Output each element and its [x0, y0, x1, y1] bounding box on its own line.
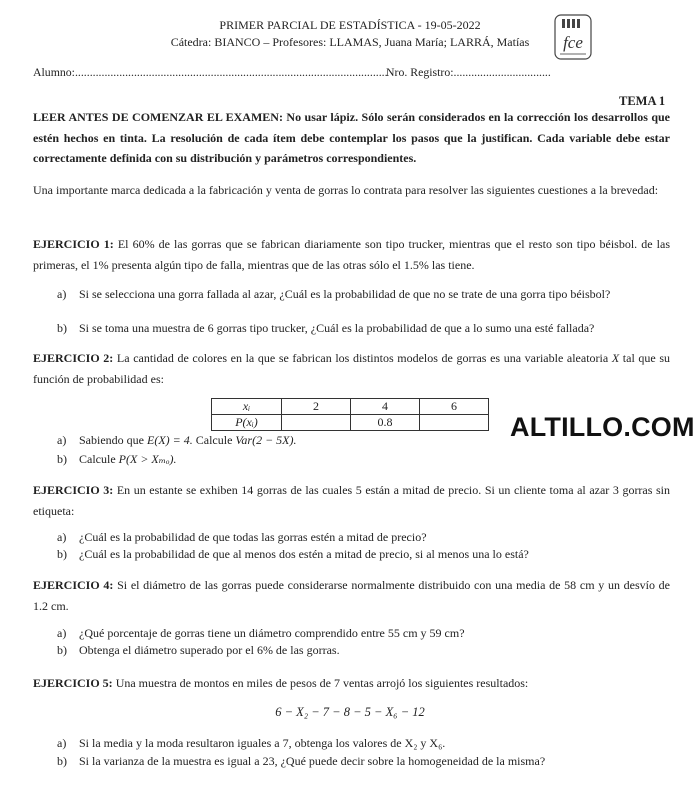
list-item: a) Sabiendo que E(X) = 4. Calcule Var(2 − 5X).: [57, 433, 669, 449]
alumno-label: Alumno:: [33, 65, 75, 79]
instructions-heading: LEER ANTES DE COMENZAR EL EXAMEN:: [33, 110, 283, 124]
svg-text:fce: fce: [563, 33, 583, 52]
watermark: ALTILLO.COM: [510, 412, 695, 442]
table-cell: 4: [351, 399, 420, 415]
exam-subtitle: Cátedra: BIANCO – Profesores: LLAMAS, Juana María; LARRÁ, Matías: [170, 35, 530, 49]
exercise-5: [33, 673, 670, 694]
table-cell: [420, 415, 489, 431]
list-item: a) ¿Cuál es la probabilidad de que todas las gorras estén a mitad de precio?: [57, 530, 669, 546]
probability-table: [211, 398, 489, 431]
list-item: a) Si se selecciona una gorra fallada al azar, ¿Cuál es la probabilidad de que no se trate de una gorra tipo béisbol?: [57, 287, 669, 303]
instructions-text: No usar lápiz. Sólo serán considerados en la corrección los desarrollos que estén hechos en tinta. La resolución de cada ítem debe contemplar los pasos que la justifican. Cada variable debe estar correctamente definida con su distribución y parámetros correspondientes.: [33, 110, 670, 165]
table-cell: xᵢ: [212, 399, 282, 415]
exercise-3-label: EJERCICIO 3:: [33, 483, 114, 497]
exercise-1-b: Si se toma una muestra de 6 gorras tipo trucker, ¿Cuál es la probabilidad de que a lo sumo una esté fallada?: [79, 321, 595, 335]
exercise-3-a: ¿Cuál es la probabilidad de que todas las gorras estén a mitad de precio?: [79, 530, 427, 544]
list-item: b) ¿Cuál es la probabilidad de que al menos dos estén a mitad de precio, si al menos una lo está?: [57, 547, 669, 563]
exercise-5-text: Una muestra de montos en miles de pesos de 7 ventas arrojó los siguientes resultados:: [115, 676, 529, 690]
exercise-5-b: Si la varianza de la muestra es igual a 23, ¿Qué puede decir sobre la homogeneidad de la misma?: [79, 754, 546, 768]
registro-field: [386, 65, 551, 80]
list-item: b) Obtenga el diámetro superado por el 6% de las gorras.: [57, 643, 669, 659]
list-item: a) Si la media y la moda resultaron iguales a 7, obtenga los valores de X₂ y X₆.: [57, 736, 669, 752]
exercise-1-a: Si se selecciona una gorra fallada al azar, ¿Cuál es la probabilidad de que no se trate de una gorra tipo béisbol?: [79, 287, 611, 301]
table-cell: 2: [282, 399, 351, 415]
exercise-4-a: ¿Qué porcentaje de gorras tiene un diámetro comprendido entre 55 cm y 59 cm?: [79, 626, 465, 640]
exam-title: PRIMER PARCIAL DE ESTADÍSTICA - 19-05-2022: [219, 18, 481, 32]
table-cell: [282, 415, 351, 431]
exercise-2-text: La cantidad de colores en la que se fabrican los distintos modelos de gorras es una variable aleatoria: [116, 351, 609, 365]
exercise-2-label: EJERCICIO 2:: [33, 351, 114, 365]
exercise-2-var: X: [611, 351, 620, 365]
instructions: [33, 107, 670, 169]
exercise-3: [33, 480, 670, 521]
exercise-2-b: Calcule P(X > Xₘₒ).: [79, 452, 177, 466]
intro-text: Una importante marca dedicada a la fabricación y venta de gorras lo contrata para resolver las siguientes cuestiones a la brevedad:: [33, 183, 659, 197]
table-cell: P(xᵢ): [212, 415, 282, 431]
list-item: b) Si se toma una muestra de 6 gorras tipo trucker, ¿Cuál es la probabilidad de que a lo sumo una esté fallada?: [57, 321, 669, 337]
exercise-5-label: EJERCICIO 5:: [33, 676, 113, 690]
exercise-2-a: Sabiendo que E(X) = 4. Calcule Var(2 − 5X).: [79, 433, 297, 447]
exercise-1: [33, 234, 670, 275]
table-row: [212, 399, 489, 415]
exercise-4: [33, 575, 670, 616]
exercise-4-text: Si el diámetro de las gorras puede considerarse normalmente distribuido con una media de 58 cm y un desvío de 1.2 cm.: [33, 578, 671, 613]
exercise-3-b: ¿Cuál es la probabilidad de que al menos dos estén a mitad de precio, si al menos una lo está?: [79, 547, 529, 561]
exercise-1-text: El 60% de las gorras que se fabrican diariamente son tipo trucker, mientras que el resto son tipo béisbol. de las primeras, el 1% presenta algún tipo de falla, mientras que de las otras sólo el 1.5% las tiene.: [33, 237, 670, 272]
exercise-2: [33, 348, 670, 389]
exercise-4-b: Obtenga el diámetro superado por el 6% de las gorras.: [79, 643, 340, 657]
exercise-4-label: EJERCICIO 4:: [33, 578, 114, 592]
table-cell: 6: [420, 399, 489, 415]
university-logo: [554, 14, 592, 60]
list-item: a) ¿Qué porcentaje de gorras tiene un diámetro comprendido entre 55 cm y 59 cm?: [57, 626, 669, 642]
exercise-3-text: En un estante se exhiben 14 gorras de las cuales 5 están a mitad de precio. Si un cliente toma al azar 3 gorras sin etiqueta:: [33, 483, 670, 518]
list-item: b) Calcule P(X > Xₘₒ).: [57, 452, 669, 468]
alumno-dots: ..........................................................................................................: [74, 65, 388, 79]
exercise-2-text-2: tal que su función de probabilidad es:: [33, 351, 671, 386]
exercise-5-a: Si la media y la moda resultaron iguales a 7, obtenga los valores de X₂ y X₆.: [79, 736, 446, 750]
table-row: [212, 415, 489, 431]
tema-label: TEMA 1: [619, 94, 666, 108]
list-item: b) Si la varianza de la muestra es igual a 23, ¿Qué puede decir sobre la homogeneidad de la misma?: [57, 754, 669, 770]
sample-formula: 6 − X₂ − 7 − 8 − 5 − X₆ − 12: [275, 705, 425, 719]
table-cell: 0.8: [351, 415, 420, 431]
registro-label: Nro. Registro:: [386, 65, 454, 79]
exercise-1-label: EJERCICIO 1:: [33, 237, 114, 251]
registro-dots: .................................: [453, 65, 551, 79]
alumno-field: [33, 65, 388, 80]
